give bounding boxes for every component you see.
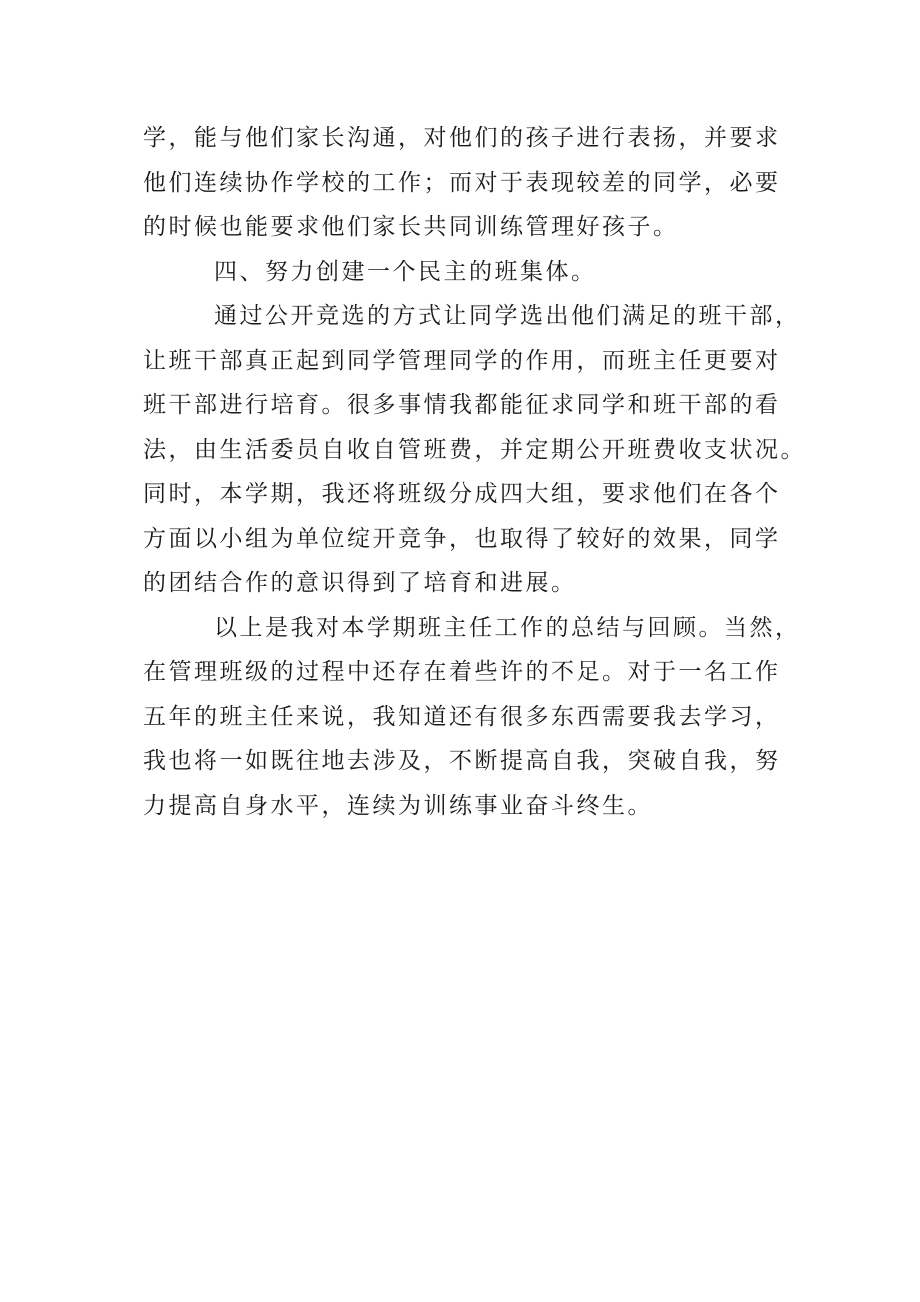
text-line: 的团结合作的意识得到了培育和进展。 [143,570,577,596]
text-line: 法，由生活委员自收自管班费，并定期公开班费收支状况。 [143,436,806,463]
text-line: 在管理班级的过程中还存在着些许的不足。对于一名工作 [143,659,781,685]
text-line: 同时，本学期，我还将班级分成四大组，要求他们在各个 [143,481,781,507]
text-line: 学，能与他们家长沟通，对他们的孩子进行表扬，并要求 [143,125,781,151]
text-line: 力提高自身水平，连续为训练事业奋斗终生。 [143,792,653,819]
text-line: 以上是我对本学期班主任工作的总结与回顾。当然， [214,614,801,641]
text-line: 班干部进行培育。很多事情我都能征求同学和班干部的看 [143,392,781,418]
section-heading: 四、努力创建一个民主的班集体。 [214,258,597,285]
document-body [143,116,806,828]
text-line: 他们连续协作学校的工作；而对于表现较差的同学，必要 [143,169,781,196]
text-line: 的时候也能要求他们家长共同训练管理好孩子。 [143,214,679,240]
text-line: 通过公开竞选的方式让同学选出他们满足的班干部， [214,303,801,329]
text-line: 让班干部真正起到同学管理同学的作用，而班主任更要对 [143,347,781,374]
text-line: 方面以小组为单位绽开竞争，也取得了较好的效果，同学 [143,525,781,552]
text-line: 五年的班主任来说，我知道还有很多东西需要我去学习， [143,703,781,730]
text-line: 我也将一如既往地去涉及，不断提高自我，突破自我，努 [143,748,781,774]
